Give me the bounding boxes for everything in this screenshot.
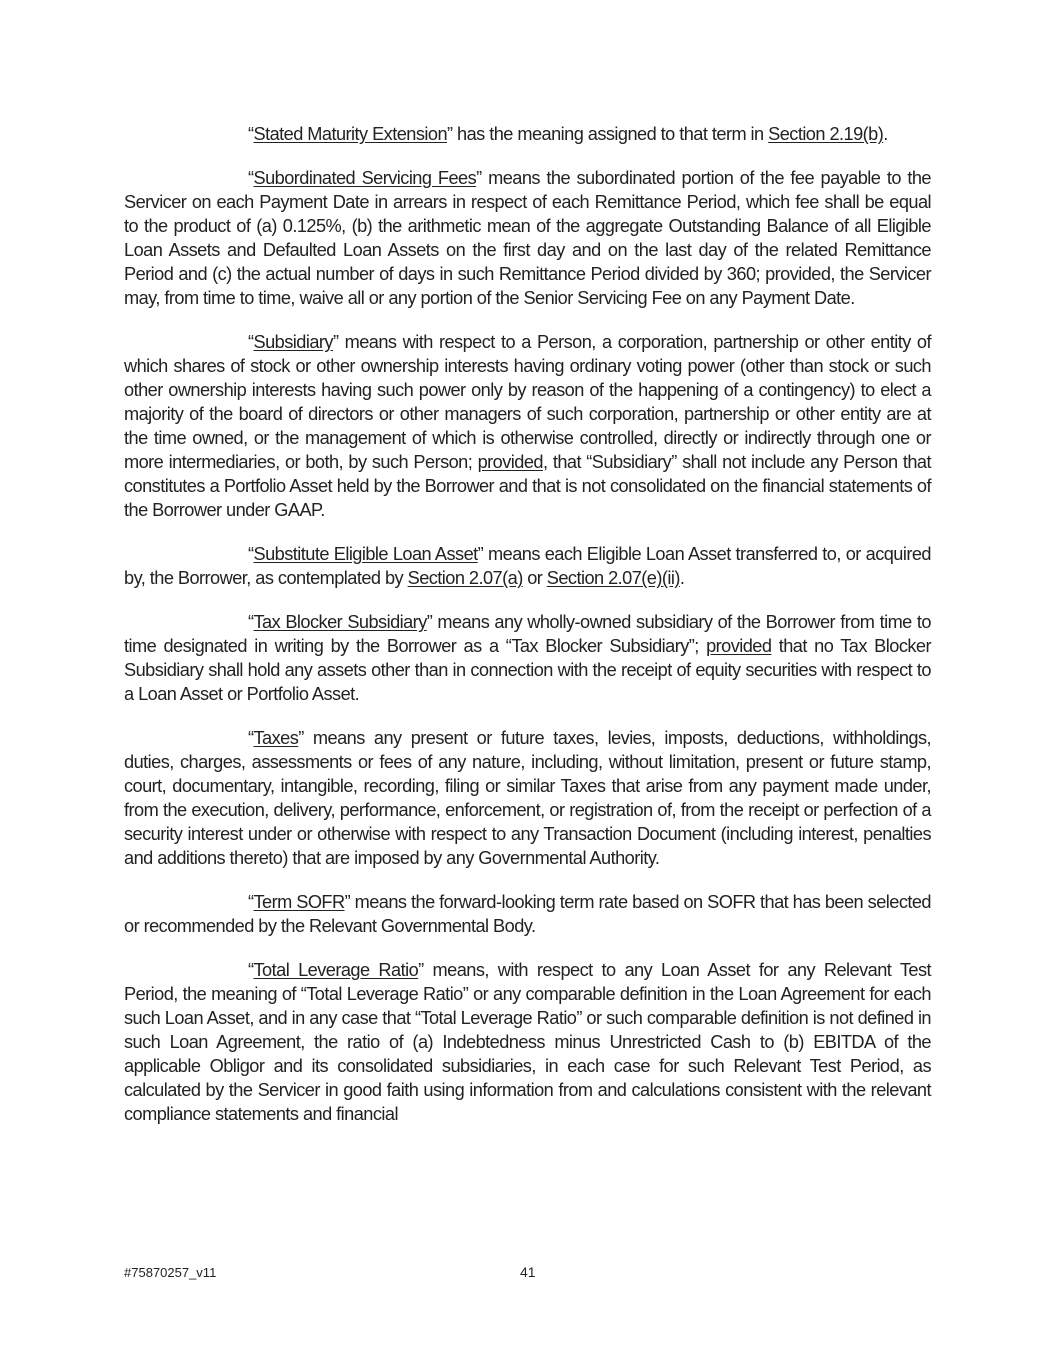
underlined-term: Substitute Eligible Loan Asset: [253, 544, 478, 564]
document-page: [124, 122, 931, 1146]
definition-text: ” means any wholly-owned subsidiary of the Borrower from time to time designated in writing by the Borrower as a “Tax Blocker Subsidiary”;: [124, 612, 931, 656]
underlined-term: Section 2.19(b): [768, 124, 884, 144]
underlined-term: Subsidiary: [253, 332, 333, 352]
definition-text: “: [248, 960, 254, 980]
definition-text: “: [248, 544, 254, 564]
definition-text: .: [679, 568, 685, 588]
definition-text: , that “Subsidiary” shall not include any Person that constitutes a Portfolio Asset held by the Borrower and that is not consolidated on the financial statements of the Borrower under GAAP.: [124, 452, 931, 520]
page-number: 41: [520, 1264, 536, 1280]
definition-text: ” has the meaning assigned to that term in: [447, 124, 769, 144]
underlined-term: Stated Maturity Extension: [253, 124, 448, 144]
underlined-term: provided: [706, 636, 772, 656]
underlined-term: Section 2.07(e)(ii): [546, 568, 680, 588]
underlined-term: provided: [477, 452, 543, 472]
definition-paragraph: [124, 122, 931, 146]
underlined-term: Tax Blocker Subsidiary: [253, 612, 427, 632]
definition-text: “: [248, 124, 254, 144]
definition-text: ” means each Eligible Loan Asset transferred to, or acquired by, the Borrower, as contemplated by: [124, 544, 931, 588]
definition-paragraph: [124, 726, 931, 870]
definition-text: or: [522, 568, 547, 588]
definition-paragraph: [124, 330, 931, 522]
definition-text: ” means with respect to a Person, a corporation, partnership or other entity of which shares of stock or other ownership interests having ordinary voting power (other than stock or such other ownership interests having such power only by reason of the happening of a contingency) to elect a majority of the board of directors or other managers of such corporation, partnership or other entity are at the time owned, or the management of which is otherwise controlled, directly or indirectly through one or more intermediaries, or both, by such Person;: [124, 332, 931, 472]
definition-text: ” means the forward-looking term rate based on SOFR that has been selected or recommended by the Relevant Governmental Body.: [124, 892, 931, 936]
underlined-term: Total Leverage Ratio: [253, 960, 419, 980]
definition-text: “: [248, 168, 254, 188]
definition-paragraph: [124, 542, 931, 590]
definition-text: “: [248, 892, 254, 912]
definition-paragraph: [124, 890, 931, 938]
document-id: #75870257_v11: [124, 1265, 217, 1280]
definition-paragraph: [124, 166, 931, 310]
definition-text: “: [248, 612, 254, 632]
underlined-term: Taxes: [253, 728, 299, 748]
definition-text: .: [883, 124, 888, 144]
definition-text: ” means the subordinated portion of the fee payable to the Servicer on each Payment Date in arrears in respect of each Remittance Period, which fee shall be equal to the product of (a) 0.125%, (b) the arithmetic mean of the aggregate Outstanding Balance of all Eligible Loan Assets and Defaulted Loan Assets on the first day and on the last day of the related Remittance Period and (c) the actual number of days in such Remittance Period divided by 360; provided, the Servicer may, from time to time, waive all or any portion of the Senior Servicing Fee on any Payment Date.: [124, 168, 931, 308]
underlined-term: Section 2.07(a): [407, 568, 523, 588]
underlined-term: Subordinated Servicing Fees: [253, 168, 477, 188]
definition-text: that no Tax Blocker Subsidiary shall hold any assets other than in connection with the receipt of equity securities with respect to a Loan Asset or Portfolio Asset.: [124, 636, 931, 704]
definition-paragraph: [124, 958, 931, 1126]
underlined-term: Term SOFR: [253, 892, 345, 912]
definition-text: ” means any present or future taxes, levies, imposts, deductions, withholdings, duties, charges, assessments or fees of any nature, including, without limitation, present or future stamp, court, documentary, intangible, recording, filing or similar Taxes that arise from any payment made under, from the execution, delivery, performance, enforcement, or registration of, from the receipt or perfection of a security interest under or otherwise with respect to any Transaction Document (including interest, penalties and additions thereto) that are imposed by any Governmental Authority.: [124, 728, 931, 868]
definition-paragraph: [124, 610, 931, 706]
definition-text: ” means, with respect to any Loan Asset for any Relevant Test Period, the meaning of “Total Leverage Ratio” or any comparable definition in the Loan Agreement for each such Loan Asset, and in any case that “Total Leverage Ratio” or such comparable definition is not defined in such Loan Agreement, the ratio of (a) Indebtedness minus Unrestricted Cash to (b) EBITDA of the applicable Obligor and its consolidated subsidiaries, in each case for such Relevant Test Period, as calculated by the Servicer in good faith using information from and calculations consistent with the relevant compliance statements and financial: [124, 960, 931, 1124]
definition-text: “: [248, 728, 254, 748]
definition-text: “: [248, 332, 254, 352]
